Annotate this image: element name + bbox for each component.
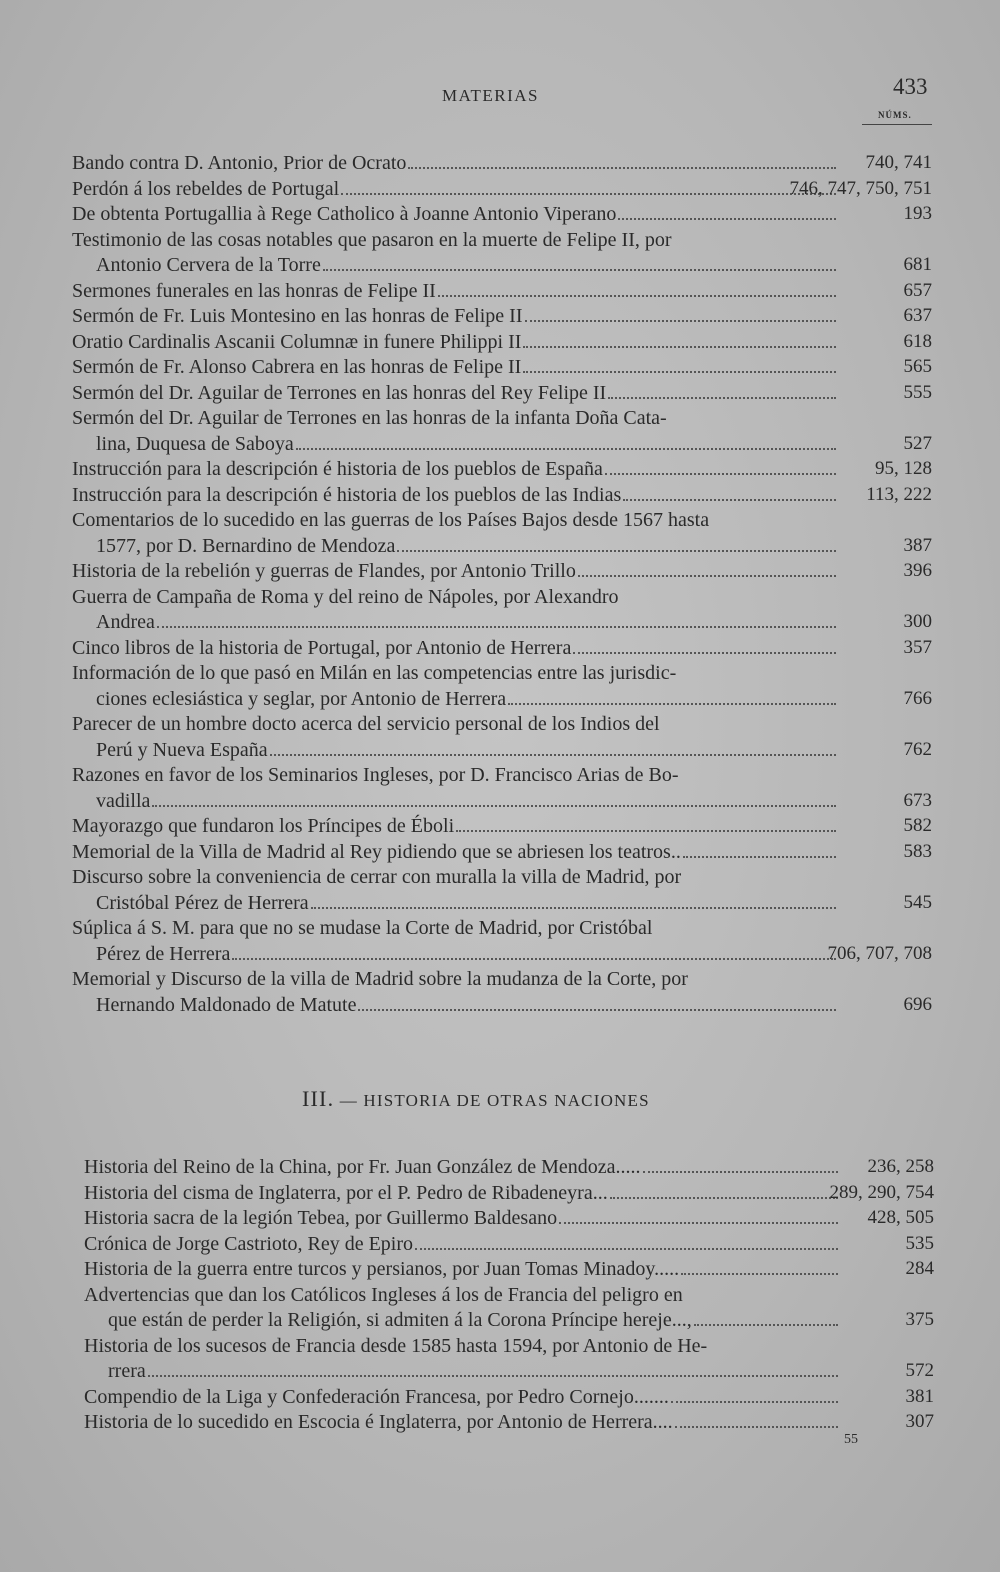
dot-leader <box>525 320 837 322</box>
entry-title-line: Memorial de la Villa de Madrid al Rey pidiendo que se abriesen los teatros.. <box>72 840 844 866</box>
section-heading-number: III. <box>302 1086 335 1111</box>
entry-title-line: Cinco libros de la historia de Portugal, por Antonio de Herrera <box>72 636 844 662</box>
index-entry <box>72 763 932 814</box>
entry-title-line: lina, Duquesa de Saboya <box>72 432 844 458</box>
entry-title-line: Historia de los sucesos de Francia desde 1585 hasta 1594, por Antonio de He- <box>84 1334 708 1357</box>
dot-leader <box>578 575 836 577</box>
dot-leader <box>311 907 836 909</box>
index-entry <box>72 585 932 636</box>
entry-numbers: 583 <box>903 840 932 862</box>
dot-leader <box>623 499 836 501</box>
entry-title-line: Cristóbal Pérez de Herrera <box>72 891 844 917</box>
entry-numbers: 428, 505 <box>867 1207 934 1228</box>
page-header <box>0 70 1000 110</box>
entry-numbers: 357 <box>903 636 932 658</box>
dot-leader <box>508 703 836 705</box>
entry-title-line: Compendio de la Liga y Confederación Francesa, por Pedro Cornejo....... <box>84 1385 846 1411</box>
entry-title-line: Historia sacra de la legión Tebea, por Guillermo Baldesano <box>84 1206 846 1232</box>
index-entry <box>72 177 932 203</box>
entry-numbers: 673 <box>903 789 932 811</box>
dot-leader <box>573 652 836 654</box>
entry-numbers: 762 <box>903 738 932 760</box>
index-entry <box>72 483 932 509</box>
index-entry <box>72 840 932 866</box>
entry-title-line: Historia del Reino de la China, por Fr. Juan González de Mendoza..... <box>84 1155 846 1181</box>
dot-leader <box>358 1009 836 1011</box>
index-entry <box>72 508 932 559</box>
entry-numbers: 375 <box>905 1309 934 1330</box>
dot-leader <box>415 1248 838 1250</box>
index-entry <box>84 1334 934 1385</box>
dot-leader <box>523 346 836 348</box>
entry-title-line: Historia del cisma de Inglaterra, por el P. Pedro de Ribadeneyra... <box>84 1181 846 1207</box>
index-entry <box>84 1206 934 1232</box>
index-entry <box>72 661 932 712</box>
dot-leader <box>675 1426 838 1428</box>
index-entry <box>72 636 932 662</box>
dot-leader <box>681 1273 838 1275</box>
entry-title-line: Mayorazgo que fundaron los Príncipes de Éboli <box>72 814 844 840</box>
dot-leader <box>608 397 836 399</box>
dot-leader <box>683 856 836 858</box>
entry-title-line: 1577, por D. Bernardino de Mendoza <box>72 534 844 560</box>
index-entry <box>72 330 932 356</box>
entry-numbers: 637 <box>903 305 932 326</box>
entry-numbers: 396 <box>903 560 932 581</box>
entry-title-line: Instrucción para la descripción é historia de los pueblos de las Indias <box>72 483 844 509</box>
index-entry <box>84 1232 934 1258</box>
entry-numbers: 527 <box>903 432 932 454</box>
section-heading <box>302 1086 650 1112</box>
entry-numbers: 307 <box>905 1411 934 1432</box>
index-section-3 <box>84 1155 934 1436</box>
entry-numbers: 696 <box>903 993 932 1015</box>
entry-numbers: 706, 707, 708 <box>827 942 932 964</box>
dot-leader <box>270 754 836 756</box>
index-entry <box>84 1181 934 1207</box>
entry-numbers: 236, 258 <box>867 1156 934 1177</box>
entry-title-line: Guerra de Campaña de Roma y del reino de Nápoles, por Alexandro <box>72 585 619 608</box>
entry-title-line: Parecer de un hombre docto acerca del servicio personal de los Indios del <box>72 713 660 735</box>
index-entry <box>72 967 932 1018</box>
entry-numbers: 657 <box>903 279 932 301</box>
nums-column-label: NÚMS. <box>878 110 912 120</box>
section-heading-title: — HISTORIA DE OTRAS NACIONES <box>339 1091 650 1110</box>
index-entry <box>72 304 932 330</box>
entry-title-line: Sermón de Fr. Luis Montesino en las honras de Felipe II <box>72 304 844 330</box>
dot-leader <box>618 218 836 220</box>
entry-numbers: 740, 741 <box>865 152 932 173</box>
entry-title-line: Razones en favor de los Seminarios Ingleses, por D. Francisco Arias de Bo- <box>72 764 679 786</box>
entry-numbers: 300 <box>903 611 932 632</box>
entry-title-line: Testimonio de las cosas notables que pasaron en la muerte de Felipe II, por <box>72 228 672 251</box>
index-entry <box>72 406 932 457</box>
entry-title-line: Comentarios de lo sucedido en las guerras de los Países Bajos desde 1567 hasta <box>72 509 710 531</box>
entry-numbers: 618 <box>903 330 932 352</box>
entry-numbers: 289, 290, 754 <box>829 1181 934 1203</box>
dot-leader <box>456 830 836 832</box>
index-entry <box>72 381 932 407</box>
dot-leader <box>559 1222 838 1224</box>
index-entry <box>84 1385 934 1411</box>
index-entry <box>84 1155 934 1181</box>
entry-title-line: Sermón del Dr. Aguilar de Terrones en las honras del Rey Felipe II <box>72 381 844 407</box>
index-entry <box>72 202 932 228</box>
entry-title-line: Sermón de Fr. Alonso Cabrera en las honras de Felipe II <box>72 355 844 381</box>
entry-title-line: Perdón á los rebeldes de Portugal <box>72 177 844 203</box>
dot-leader <box>152 805 836 807</box>
entry-numbers: 284 <box>905 1258 934 1279</box>
entry-title-line: Pérez de Herrera <box>72 942 844 968</box>
entry-title-line: Historia de lo sucedido en Escocia é Inglaterra, por Antonio de Herrera.... <box>84 1410 846 1436</box>
index-entry <box>72 228 932 279</box>
index-entry <box>72 712 932 763</box>
entry-numbers: 555 <box>903 381 932 403</box>
entry-title-line: Oratio Cardinalis Ascanii Columnæ in funere Philippi II <box>72 330 844 356</box>
header-rule <box>862 124 932 125</box>
page-number: 433 <box>893 74 928 99</box>
entry-numbers: 95, 128 <box>875 458 932 479</box>
entry-numbers: 766 <box>903 687 932 709</box>
index-entry <box>72 865 932 916</box>
index-entry <box>84 1283 934 1334</box>
dot-leader <box>397 550 836 552</box>
dot-leader <box>610 1197 838 1199</box>
entry-numbers: 681 <box>903 254 932 275</box>
index-entry <box>72 151 932 177</box>
entry-numbers: 746, 747, 750, 751 <box>789 177 932 199</box>
index-entry <box>72 355 932 381</box>
index-entry <box>72 559 932 585</box>
entry-title-line: Antonio Cervera de la Torre <box>72 253 844 279</box>
entry-numbers: 582 <box>903 815 932 836</box>
entry-numbers: 535 <box>905 1232 934 1254</box>
index-entry <box>84 1257 934 1283</box>
entry-title-line: Bando contra D. Antonio, Prior de Ocrato <box>72 151 844 177</box>
entry-numbers: 545 <box>903 891 932 913</box>
entry-title-line: rrera <box>84 1359 846 1385</box>
entry-title-line: Instrucción para la descripción é historia de los pueblos de España <box>72 457 844 483</box>
entry-title-line: Sermones funerales en las honras de Felipe II <box>72 279 844 305</box>
signature-mark: 55 <box>844 1432 858 1447</box>
entry-title-line: ciones eclesiástica y seglar, por Antonio de Herrera <box>72 687 844 713</box>
index-section-2 <box>72 151 932 1018</box>
dot-leader <box>157 626 836 628</box>
dot-leader <box>694 1324 838 1326</box>
dot-leader <box>643 1171 838 1173</box>
dot-leader <box>671 1401 838 1403</box>
entry-title-line: Discurso sobre la conveniencia de cerrar con muralla la villa de Madrid, por <box>72 866 682 888</box>
dot-leader <box>605 473 836 475</box>
dot-leader <box>438 295 836 297</box>
entry-numbers: 193 <box>903 203 932 224</box>
entry-title-line: Andrea <box>72 610 844 636</box>
entry-title-line: Advertencias que dan los Católicos Ingleses á los de Francia del peligro en <box>84 1283 683 1306</box>
index-entry <box>72 279 932 305</box>
entry-title-line: Historia de la rebelión y guerras de Flandes, por Antonio Trillo <box>72 559 844 585</box>
entry-title-line: Sermón del Dr. Aguilar de Terrones en las honras de la infanta Doña Cata- <box>72 407 667 429</box>
entry-title-line: que están de perder la Religión, si admiten á la Corona Príncipe hereje..., <box>84 1308 846 1334</box>
index-entry <box>84 1410 934 1436</box>
dot-leader <box>341 193 836 195</box>
entry-title-line: Crónica de Jorge Castrioto, Rey de Epiro <box>84 1232 846 1258</box>
entry-title-line: Súplica á S. M. para que no se mudase la Corte de Madrid, por Cristóbal <box>72 917 653 939</box>
dot-leader <box>296 448 836 450</box>
entry-title-line: Historia de la guerra entre turcos y persianos, por Juan Tomas Minadoy..... <box>84 1257 846 1283</box>
entry-title-line: Perú y Nueva España <box>72 738 844 764</box>
entry-title-line: De obtenta Portugallia à Rege Catholico à Joanne Antonio Viperano <box>72 202 844 228</box>
dot-leader <box>232 958 836 960</box>
dot-leader <box>148 1375 838 1377</box>
dot-leader <box>523 371 836 373</box>
entry-title-line: Información de lo que pasó en Milán en las competencias entre las jurisdic- <box>72 662 677 684</box>
entry-numbers: 572 <box>905 1360 934 1381</box>
dot-leader <box>408 167 836 169</box>
index-entry <box>72 457 932 483</box>
dot-leader <box>323 269 836 271</box>
entry-title-line: Hernando Maldonado de Matute <box>72 993 844 1019</box>
running-title: MATERIAS <box>442 86 540 105</box>
index-entry <box>72 814 932 840</box>
entry-title-line: Memorial y Discurso de la villa de Madrid sobre la mudanza de la Corte, por <box>72 968 688 990</box>
index-entry <box>72 916 932 967</box>
entry-numbers: 387 <box>903 534 932 556</box>
entry-numbers: 381 <box>905 1385 934 1407</box>
entry-title-line: vadilla <box>72 789 844 815</box>
entry-numbers: 113, 222 <box>866 483 932 505</box>
entry-numbers: 565 <box>903 356 932 377</box>
